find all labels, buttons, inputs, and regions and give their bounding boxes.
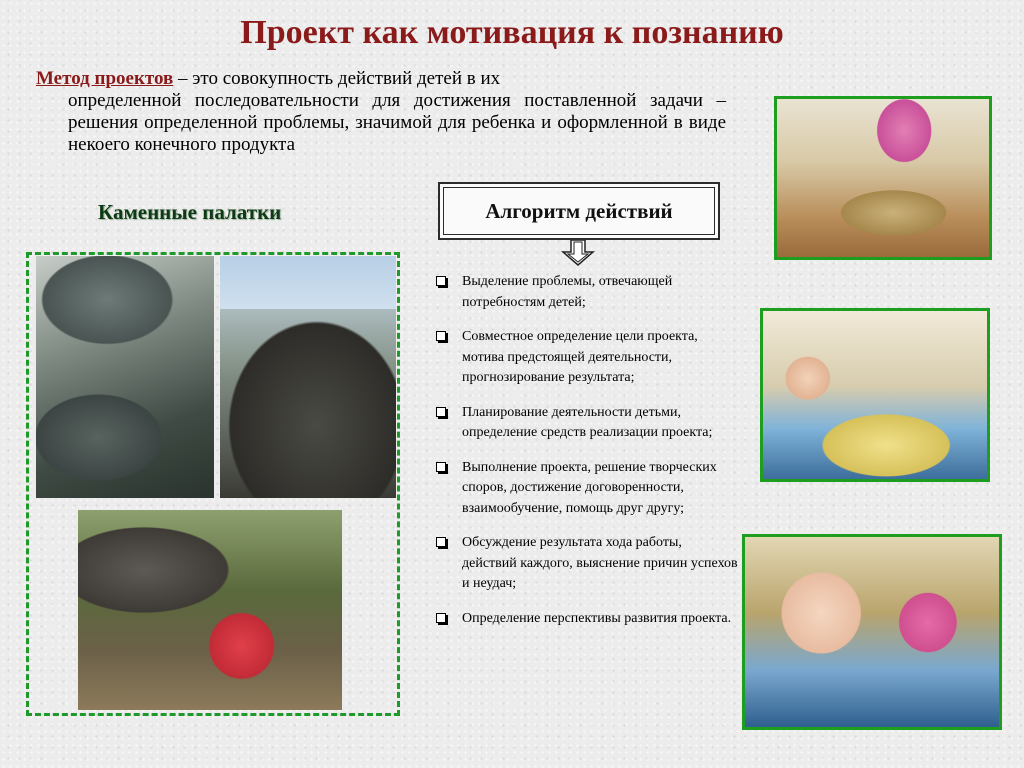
list-item: [430, 533, 740, 595]
checkbox-bullet-icon: [436, 276, 446, 286]
list-item: [430, 609, 740, 630]
checkbox-bullet-icon: [436, 407, 446, 417]
stone-photo-2: [220, 256, 396, 498]
classroom-photo-3: [742, 534, 1002, 730]
step-text: Совместное определение цели проекта, мотива предстоящей деятельности, прогнозирование результата;: [462, 329, 698, 385]
list-item: [430, 458, 740, 520]
method-definition: [36, 68, 726, 156]
step-text: Планирование деятельности детьми, определение средств реализации проекта;: [462, 404, 713, 440]
checkbox-bullet-icon: [436, 537, 446, 547]
checkbox-bullet-icon: [436, 613, 446, 623]
definition-term: Метод проектов: [36, 68, 174, 89]
definition-text-line1: – это совокупность действий детей в их: [173, 68, 501, 89]
stones-title: Каменные палатки: [98, 200, 282, 224]
classroom-photo-2: [760, 308, 990, 482]
list-item: [430, 327, 740, 389]
algorithm-title: Алгоритм действий: [485, 199, 673, 223]
stone-photo-girl: [78, 510, 342, 710]
step-text: Определение перспективы развития проекта.: [462, 610, 732, 626]
list-item: [430, 403, 740, 444]
arrow-down-icon: [560, 240, 596, 266]
algorithm-title-box: [438, 182, 720, 240]
step-text: Обсуждение результата хода работы, действий каждого, выяснение причин успехов и неудач;: [462, 535, 738, 591]
classroom-photo-1: [774, 96, 992, 260]
list-item: [430, 272, 740, 313]
checkbox-bullet-icon: [436, 331, 446, 341]
algorithm-steps-list: [430, 272, 740, 643]
definition-text-rest: определенной последовательности для достижения поставленной задачи – решения определенной проблемы, значимой для ребенка и оформленной в виде некоего конечного продукта: [68, 90, 726, 155]
stone-photo-1: [36, 256, 214, 498]
checkbox-bullet-icon: [436, 462, 446, 472]
step-text: Выделение проблемы, отвечающей потребностям детей;: [462, 274, 673, 310]
step-text: Выполнение проекта, решение творческих споров, достижение договоренности, взаимообучение, помощь друг другу;: [462, 459, 717, 516]
slide-title: Проект как мотивация к познанию: [240, 14, 784, 51]
